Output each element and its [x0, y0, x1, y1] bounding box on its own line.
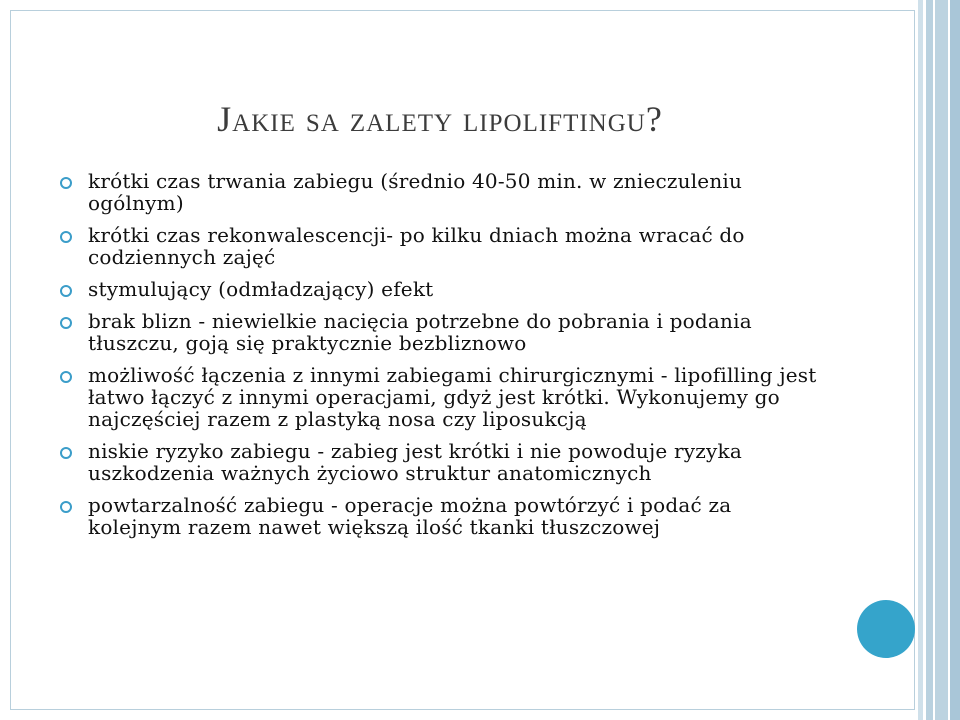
bullet-text: niskie ryzyko zabiegu - zabieg jest krótki i nie powoduje ryzyka uszkodzenia ważnych życiowo struktur anatomicznych	[88, 439, 742, 485]
circle-outline-bullet-icon	[60, 317, 72, 329]
stripe-3	[935, 0, 948, 720]
bullet-text: krótki czas trwania zabiegu (średnio 40-50 min. w znieczuleniu ogólnym)	[88, 169, 743, 215]
slide-title: Jakie sa zalety lipoliftingu?	[217, 99, 663, 139]
stripe-2	[926, 0, 933, 720]
circle-outline-bullet-icon	[60, 177, 72, 189]
bullet-text: brak blizn - niewielkie nacięcia potrzebne do pobrania i podania tłuszczu, goją się praktycznie bezbliznowo	[88, 309, 752, 355]
bullet-item	[58, 440, 818, 484]
bullet-item	[58, 310, 818, 354]
circle-outline-bullet-icon	[60, 371, 72, 383]
bullet-item	[58, 224, 818, 268]
bullet-list	[58, 170, 818, 548]
bullet-text: możliwość łączenia z innymi zabiegami chirurgicznymi - lipofilling jest łatwo łączyć z innymi operacjami, gdyż jest krótki. Wykonujemy go najczęściej razem z plastyką nosa czy liposukcją	[88, 363, 817, 431]
bullet-item	[58, 364, 818, 430]
bullet-item	[58, 170, 818, 214]
bullet-text: stymulujący (odmładzający) efekt	[88, 277, 434, 301]
circle-outline-bullet-icon	[60, 231, 72, 243]
circle-outline-bullet-icon	[60, 501, 72, 513]
bullet-text: krótki czas rekonwalescencji- po kilku dniach można wracać do codziennych zajęć	[88, 223, 745, 269]
bullet-item	[58, 494, 818, 538]
circle-outline-bullet-icon	[60, 447, 72, 459]
bullet-text: powtarzalność zabiegu - operacje można powtórzyć i podać za kolejnym razem nawet większą ilość tkanki tłuszczowej	[88, 493, 732, 539]
stripe-4	[950, 0, 960, 720]
circle-outline-bullet-icon	[60, 285, 72, 297]
decorative-circle	[857, 600, 915, 658]
stripe-1	[918, 0, 923, 720]
bullet-item	[58, 278, 818, 300]
